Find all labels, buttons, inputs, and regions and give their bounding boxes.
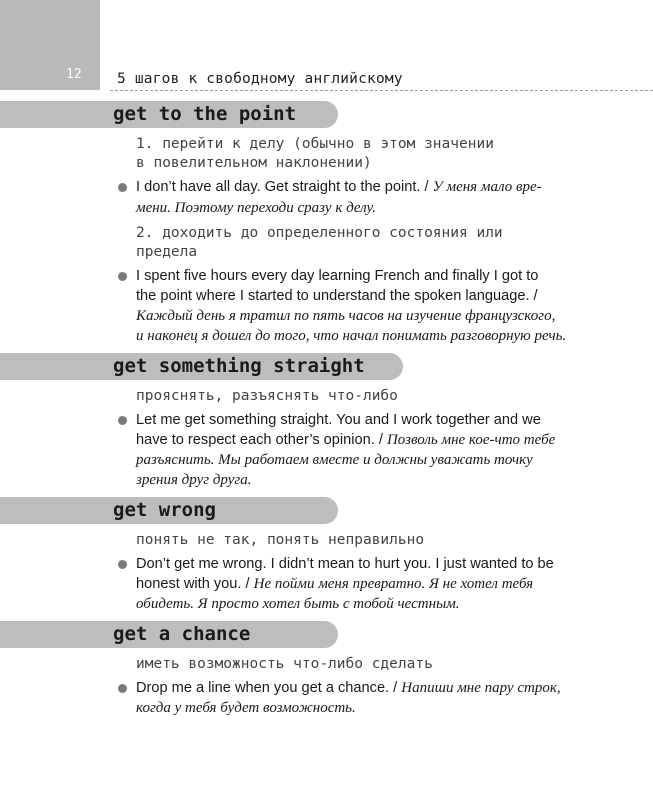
example-line: Каждый день я тратил по пять часов на изучение французского, [136,308,556,324]
example-line: the point where I started to understand the spoken language. / [136,288,538,304]
example-line: I don’t have all day. Get straight to the point. / У меня мало вре- [136,179,542,195]
example-line: Don’t get me wrong. I didn’t mean to hurt you. I just wanted to be [136,556,554,572]
bullet-icon [118,183,127,192]
definition-line: понять не так, понять неправильно [136,532,425,548]
example-line: Let me get something straight. You and I work together and we [136,412,541,428]
page-number: 12 [66,67,82,82]
running-title: 5 шагов к свободному английскому [117,71,403,87]
example-line: обидеть. Я просто хотел быть с тобой честным. [136,596,460,612]
phrase-heading: get to the point [113,103,297,125]
example-line: зрения друг друга. [136,472,252,488]
phrase-heading: get wrong [113,499,216,521]
example-line: have to respect each other’s opinion. / Позволь мне кое-что тебе [136,432,556,448]
bullet-icon [118,684,127,693]
phrase-heading: get a chance [113,623,251,645]
example-line: мени. Поэтому переходи сразу к делу. [136,200,376,216]
header-divider [110,90,653,91]
definition-line: 1. перейти к делу (обычно в этом значении [136,136,494,152]
page-corner-tab [0,0,100,90]
bullet-icon [118,272,127,281]
bullet-icon [118,416,127,425]
bullet-icon [118,560,127,569]
example-line: honest with you. / Не пойми меня превратно. Я не хотел тебя [136,576,534,592]
example-line: I spent five hours every day learning French and finally I got to [136,268,539,284]
definition-line: предела [136,244,198,260]
example-line: и наконец я дошел до того, что начал понимать разговорную речь. [136,328,567,344]
definition-line: прояснять, разъяснять что-либо [136,388,398,404]
definition-line: 2. доходить до определенного состояния или [136,225,503,241]
definition-line: иметь возможность что-либо сделать [136,656,433,672]
definition-line: в повелительном наклонении) [136,155,372,171]
example-line: Drop me a line when you get a chance. / Напиши мне пару строк, [136,680,561,696]
phrase-heading: get something straight [113,355,365,377]
example-line: разъяснить. Мы работаем вместе и должны уважать точку [136,452,533,468]
example-line: когда у тебя будет возможность. [136,700,356,716]
